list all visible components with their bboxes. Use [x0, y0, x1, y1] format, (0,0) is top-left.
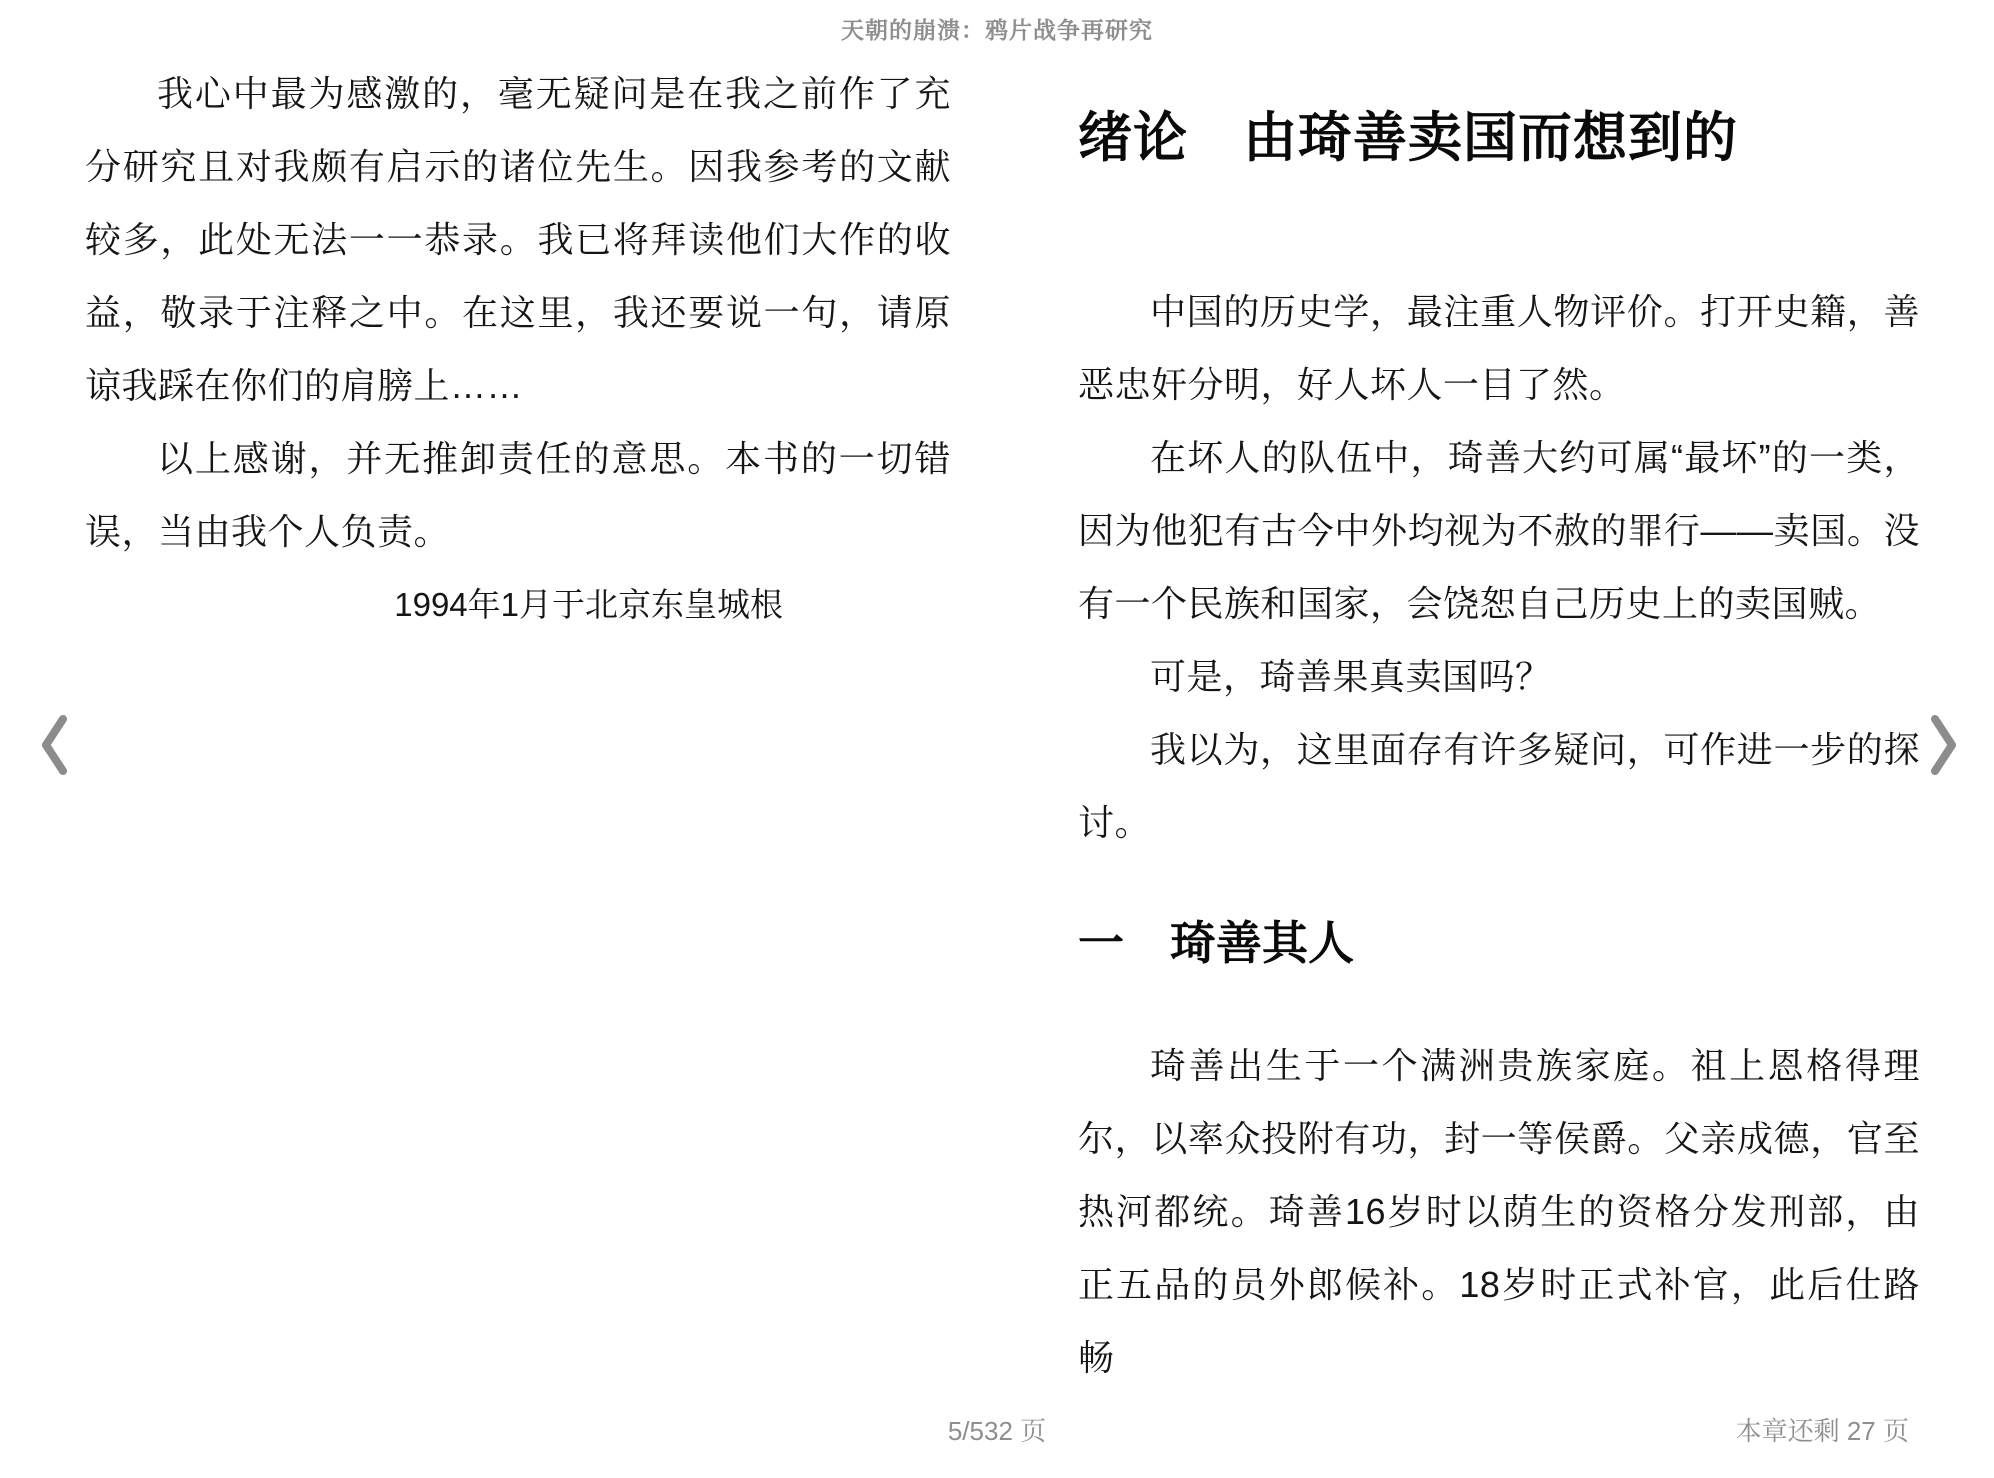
paragraph: 以上感谢，并无推卸责任的意思。本书的一切错误，当由我个人负责。	[85, 438, 951, 552]
paragraph: 我以为，这里面存有许多疑问，可作进一步的探讨。	[1078, 728, 1920, 843]
signature-line: 1994年1月于北京东皇城根	[394, 586, 783, 623]
page-indicator: 5/532 页	[947, 1416, 1047, 1446]
next-page-button[interactable]	[1914, 700, 1974, 790]
paragraph: 在坏人的队伍中，琦善大约可属“最坏”的一类，因为他犯有古今中外均视为不赦的罪行——卖国。没有一个民族和国家，会饶恕自己历史上的卖国贼。	[1078, 436, 1920, 624]
page-left	[85, 0, 951, 1394]
prev-page-button[interactable]	[24, 700, 84, 790]
page-right	[1078, 0, 1920, 1394]
chevron-right-icon	[1929, 714, 1959, 776]
chevron-left-icon	[39, 714, 69, 776]
section-body	[1078, 1029, 1920, 1394]
chapter-remaining: 本章还剩 27 页	[1735, 1416, 1909, 1446]
reading-area	[85, 0, 1920, 1394]
paragraph: 可是，琦善果真卖国吗？	[1150, 655, 1552, 697]
book-title: 天朝的崩溃：鸦片战争再研究	[841, 17, 1153, 43]
chapter-intro	[1078, 275, 1920, 859]
chapter-title: 绪论 由琦善卖国而想到的	[1078, 108, 1738, 168]
paragraph: 中国的历史学，最注重人物评价。打开史籍，善恶忠奸分明，好人坏人一目了然。	[1078, 290, 1920, 405]
paragraph: 琦善出生于一个满洲贵族家庭。祖上恩格得理尔，以率众投附有功，封一等侯爵。父亲成德，官至热河都统。琦善16岁时以荫生的资格分发刑部，由正五品的员外郎候补。18岁时正式补官，此后仕路畅	[1078, 1044, 1920, 1378]
section-heading: 一 琦善其人	[1078, 916, 1354, 969]
paragraph: 我心中最为感激的，毫无疑问是在我之前作了充分研究且对我颇有启示的诸位先生。因我参考的文献较多，此处无法一一恭录。我已将拜读他们大作的收益，敬录于注释之中。在这里，我还要说一句，请原谅我踩在你们的肩膀上……	[85, 73, 951, 406]
